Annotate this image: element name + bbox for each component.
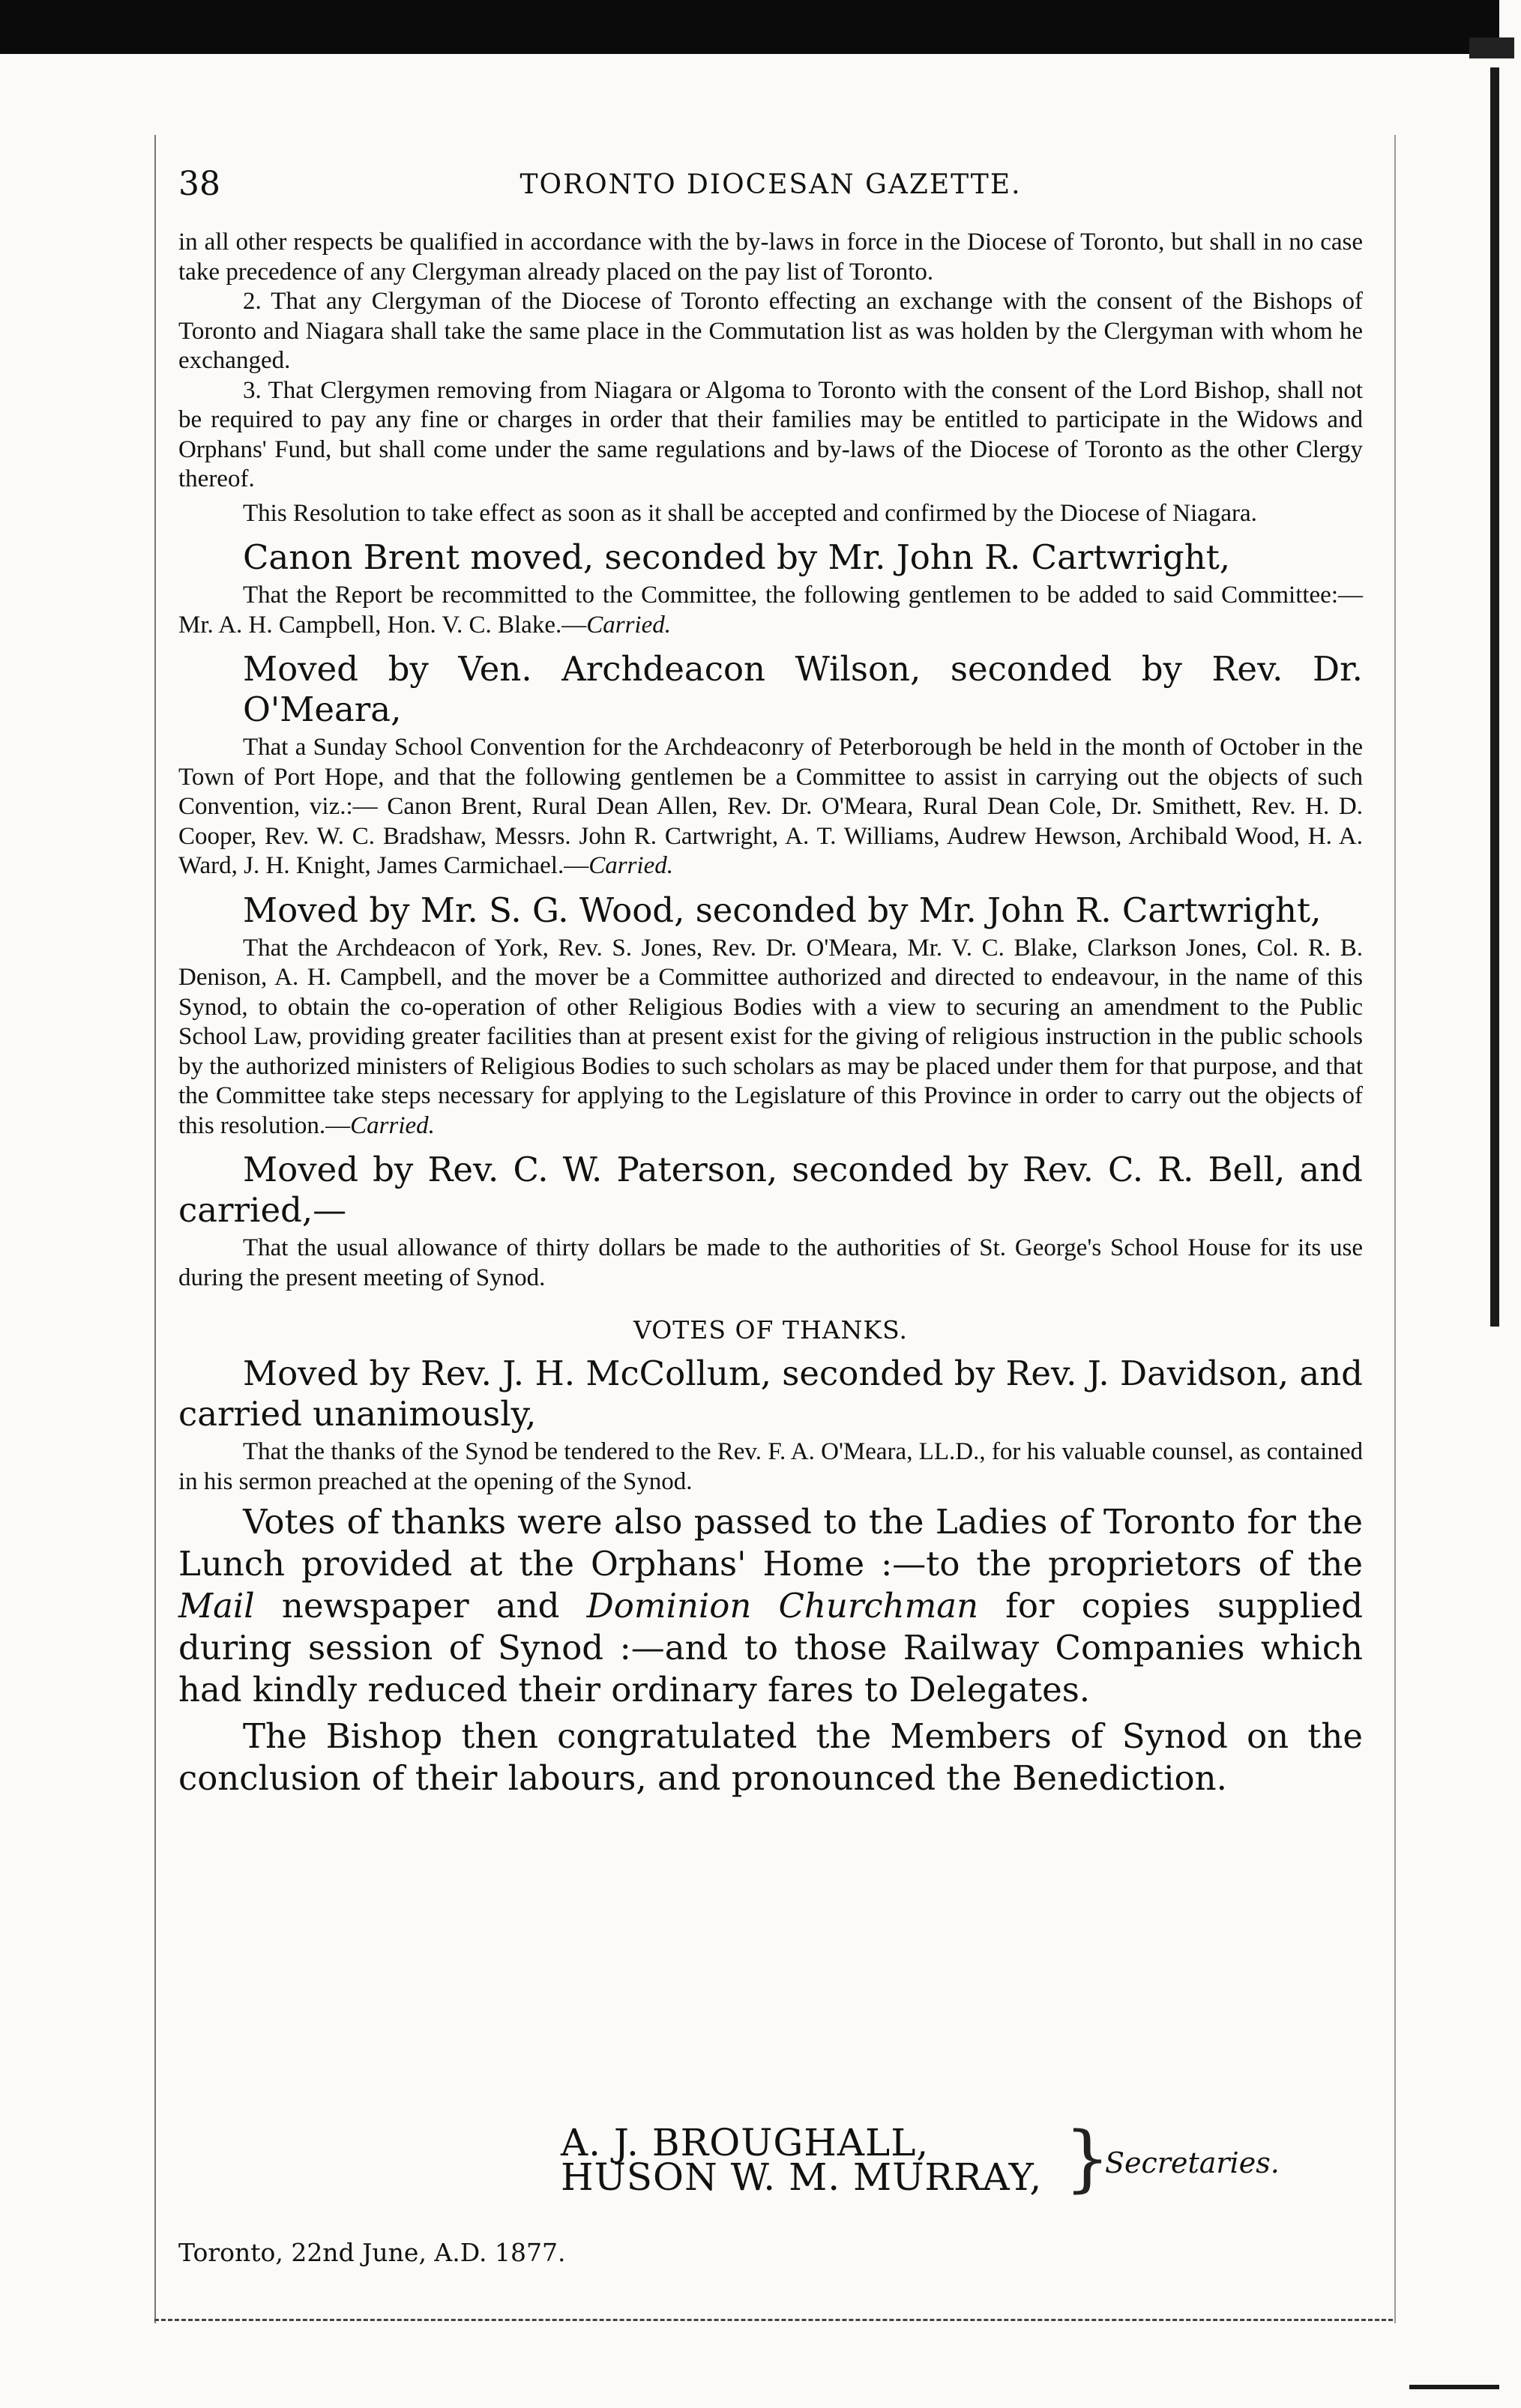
motion-text-1 [178, 581, 1363, 640]
paragraph-continuation: in all other respects be qualified in accordance with the by-laws in force in the Diocese of Toronto, but shall in no case take precedence of any Clergyman already placed on the pay list of Toronto. [178, 229, 1363, 286]
scan-right-border [1490, 67, 1499, 1327]
newspaper-mail: Mail [178, 1586, 255, 1626]
signatory-2: HUSON W. M. MURRAY, [561, 2155, 1043, 2199]
motion-text-2-body: That a Sunday School Convention for the Archdeaconry of Peterborough be held in the month of October in the Town of Port Hope, and that the following gentlemen be a Committee to assist in carrying out the objects of such Convention, viz.:— Canon Brent, Rural Dean Allen, Rev. Dr. O'Meara, Rural Dean Cole, Dr. Smithett, Rev. H. D. Cooper, Rev. W. C. Bradshaw, Messrs. John R. Cartwright, A. T. Williams, Audrew Hewson, Archibald Wood, H. A. Ward, J. H. Knight, James Carmichael.— [178, 734, 1363, 879]
motion-text-1-body: That the Report be recommitted to the Committee, the following gentlemen to be added to said Committee:—Mr. A. H. Campbell, Hon. V. C. Blake.— [178, 582, 1363, 639]
votes-text-a: Votes of thanks were also passed to the Ladies of Toronto for the Lunch provided at the Orphans' Home :—to the proprietors of the [178, 1502, 1363, 1584]
votes-text-b: newspaper and [254, 1586, 587, 1626]
brace-icon: } [1064, 2116, 1111, 2200]
carried-label-1: Carried. [586, 611, 671, 639]
place-date: Toronto, 22nd June, A.D. 1877. [178, 2238, 566, 2267]
paragraph-clause-2: 2. That any Clergyman of the Diocese of Toronto effecting an exchange with the consent of the Bishops of Toronto and Niagara shall take the same place in the Commutation list as was holden by the Clergyman with whom he exchanged. [178, 288, 1363, 374]
motion-text-3-body: That the Archdeacon of York, Rev. S. Jones, Rev. Dr. O'Meara, Mr. V. C. Blake, Clarkson Jones, Col. R. B. Denison, A. H. Campbell, and the mover be a Committee authorized and directed to endeavour, in the name of this Synod, to obtain the co-operation of other Religious Bodies with a view to securing an amendment to the Public School Law, providing greater facilities than at present exist for the giving of religious instruction in the public schools by the authorized ministers of Religious Bodies to such scholars as may be placed under them for that purpose, and that the Committee take steps necessary for applying to the Legislature of this Province in order to carry out the objects of this resolution.— [178, 934, 1363, 1139]
page-number: 38 [178, 165, 220, 203]
motion-text-2 [178, 733, 1363, 881]
motion-text-4: That the usual allowance of thirty dollars be made to the authorities of St. George's School House for its use during the present meeting of Synod. [178, 1234, 1363, 1291]
scan-bottom-mark [1409, 2385, 1499, 2389]
page-body [178, 228, 1363, 1799]
motion-heading-1: Canon Brent moved, seconded by Mr. John R. Cartwright, [243, 537, 1231, 577]
section-heading-votes: VOTES OF THANKS. [633, 1315, 908, 1345]
page-header [178, 165, 1363, 210]
votes-paragraph [178, 1501, 1363, 1711]
paragraph-clause-3: 3. That Clergymen removing from Niagara or Algoma to Toronto with the consent of the Lord Bishop, shall not be required to pay any fine or charges in order that their families may be entitled to participate in the Widows and Orphans' Fund, but shall come under the same regulations and by-laws of the Diocese of Toronto as the other Clergy thereof. [178, 376, 1363, 492]
bishop-paragraph: The Bishop then congratulated the Members of Synod on the conclusion of their labours, and pronounced the Benediction. [178, 1716, 1363, 1798]
scan-top-border [0, 0, 1499, 54]
motion-heading-2: Moved by Ven. Archdeacon Wilson, seconded by Rev. Dr. O'Meara, [243, 649, 1363, 729]
motion-heading-5: Moved by Rev. J. H. McCollum, seconded by Rev. J. Davidson, and carried unanimously, [178, 1354, 1363, 1434]
bottom-rule [154, 2319, 1393, 2321]
votes-text-c: for copies supplied during session of Synod :—and to those Railway Companies which had kindly reduced their ordinary fares to Delegates. [178, 1586, 1363, 1710]
carried-label-2: Carried. [588, 852, 673, 879]
scan-top-border-edge [1469, 37, 1514, 58]
newspaper-dominion-churchman: Dominion Churchman [586, 1586, 979, 1626]
carried-label-3: Carried. [350, 1111, 435, 1139]
motion-text-5: That the thanks of the Synod be tendered to the Rev. F. A. O'Meara, LL.D., for his valuable counsel, as contained in his sermon preached at the opening of the Synod. [178, 1438, 1363, 1495]
running-title: TORONTO DIOCESAN GAZETTE. [519, 169, 1022, 200]
paragraph-resolution: This Resolution to take effect as soon as it shall be accepted and confirmed by the Diocese of Niagara. [243, 499, 1257, 527]
motion-text-3 [178, 934, 1363, 1141]
signatory-1: A. J. BROUGHALL, [561, 2121, 930, 2164]
motion-heading-4: Moved by Rev. C. W. Paterson, seconded by Rev. C. R. Bell, and carried,— [178, 1150, 1363, 1230]
secretaries-label: Secretaries. [1105, 2146, 1280, 2179]
motion-heading-3: Moved by Mr. S. G. Wood, seconded by Mr. John R. Cartwright, [243, 890, 1322, 930]
